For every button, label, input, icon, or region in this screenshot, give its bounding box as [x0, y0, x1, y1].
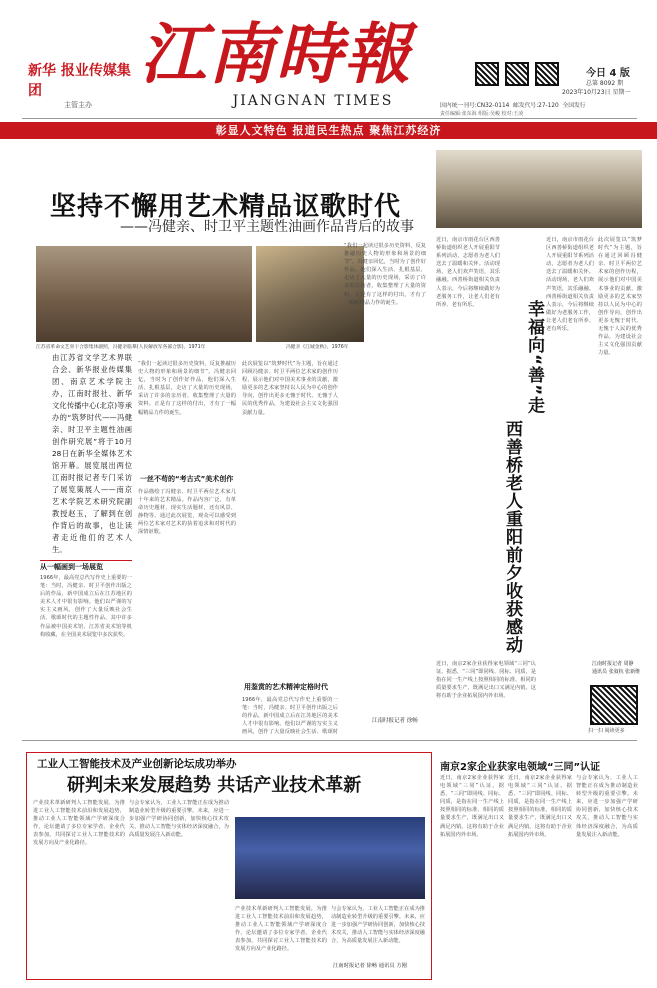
side-body-col3: 此次展览以“筑梦时代”为主题，旨在通过回顾冯健亲、时卫平两位艺术家的创作历程，展示他们对中国美术事业的贡献，激励更多的艺术家坚持以人民为中心的创作导向，创作出更多无愧于时代、无愧于人民的优秀作品，为建设社会主义文化强国贡献力量。 [598, 237, 642, 357]
side-title-line2: 西善桥老人重阳前夕收获感动 [502, 420, 522, 654]
lead-body-col2b: 作品描绘了冯健亲、时卫平两位艺术家几十年来的艺术精品。作品内容广泛，有革命历史题材、现实生活题材，还有风景、静物等。通过此次展览，观众可以感受到两位艺术家对艺术的执着追求和对时代的深情讴歌。 [138, 489, 236, 536]
masthead-divider [22, 118, 637, 119]
qr-code-2 [505, 62, 529, 86]
right-bottom-body-col3: 与会专家认为，工业人工智能正在成为推动制造业转型升级的重要引擎。未来，应进一步加强产学研协同创新，加快核心技术攻关，推动人工智能与实体经济深度融合，为高质量发展注入新动能。 [576, 775, 638, 838]
lead-photo-group [36, 246, 252, 342]
qr-code-1 [475, 62, 499, 86]
lead-body-col3: 此次展览以“筑梦时代”为主题，旨在通过回顾冯健亲、时卫平两位艺术家的创作历程，展示他们对中国美术事业的贡献，激励更多的艺术家坚持以人民为中心的创作导向，创作出更多无愧于时代、无愧于人民的优秀作品，为建设社会主义文化强国贡献力量。 [242, 361, 338, 416]
section-divider [22, 740, 637, 741]
side-body-col1: 近日，南京市雨花台区西善桥街道组织老人开展重阳节系列活动，志愿者为老人们送去了温暖和关怀。活动现场，老人们欢声笑语，其乐融融。西善桥街道相关负责人表示，今后将继续做好为老服务工作，让老人们老有所养、老有所乐。 [436, 237, 500, 308]
subhead-from-painting: 从一幅画到一场展览 [40, 560, 132, 572]
scan-qr-label: 扫一扫 阅读更多 [588, 728, 625, 734]
cn-code: 国内统一刊号:CN32-0114 [440, 103, 510, 109]
pages-label: 今日 4 版 [586, 68, 630, 79]
group-logo-text: 新华 报业传媒集团 [28, 63, 131, 99]
lead-body-col4: “我们一起读过很多历史资料，反复推敲历史人物的形象和场景的细节”。冯健亲回忆，当时为了创作好作品，他们深入生活、扎根基层，走访了大量的历史现场，采访了许多的亲历者，收集整理了大量的资料。正是有了这样的付出，才有了一幅幅精品力作的诞生。 [344, 243, 426, 306]
lead-photo-caption-right: 冯健亲《江城金秋》，1976年 [286, 345, 349, 350]
publication-codes [440, 100, 650, 109]
bottom-body-col2: 与会专家认为，工业人工智能正在成为推动制造业转型升级的重要引擎。未来，应进一步加强产学研协同创新，加快核心技术攻关，推动人工智能与实体经济深度融合，为高质量发展注入新动能。 [129, 800, 229, 839]
distribution: 全国发行 [562, 103, 586, 109]
side-body-col2: 近日，南京市雨花台区西善桥街道组织老人开展重阳节系列活动，志愿者为老人们送去了温暖和关怀。活动现场，老人们欢声笑语，其乐融融。西善桥街道相关负责人表示，今后将继续做好为老服务工作，让老人们老有所养、老有所乐。 [546, 237, 594, 333]
bottom-byline: 江南时报记者 徐畅 通讯员 方刚 [333, 963, 407, 969]
slogan-text: 彰显人文特色 报道民生热点 聚焦江苏经济 [215, 124, 442, 137]
bottom-photo [235, 817, 425, 899]
side-photo [436, 150, 642, 228]
issue-date: 2023年10月23日 星期一 [562, 89, 631, 96]
side-body-col4: 近日，南京2家企业获得家电领域“三同”认证。据悉，“三同”即同线、同标、同质，是指在同一生产线上按照相同的标准、相同的质量要求生产，既满足出口又满足内销。这将有助于企业拓展国内外市场。 [436, 661, 536, 700]
right-bottom-body-col1: 近日，南京2家企业获得家电领域“三同”认证。据悉，“三同”即同线、同标、同质，是指在同一生产线上按照相同的标准、相同的质量要求生产，既满足出口又满足内销。这将有助于企业拓展国内外市场。 [440, 775, 504, 838]
subhead-archaeology: 一丝不苟的“考古式”美术创作 [140, 475, 234, 483]
lead-lede: 由江苏省文学艺术界联合会、新华报业传媒集团、南京艺术学院主办，江南时报社、新华文化传播中心(北京)等承办的“筑梦时代——冯健亲、时卫平主题性油画创作研究展”将于10月28日在新华全媒体艺术馆开幕。展览展出两位 [52, 353, 132, 470]
side-byline: 江南时报记者 周静 [592, 661, 634, 667]
side-title-line1: 幸福向“善”走 [524, 300, 544, 415]
right-bottom-body-col2: 近日，南京2家企业获得家电领域“三同”认证。据悉，“三同”即同线、同标、同质，是指在同一生产线上按照相同的标准、相同的质量要求生产，既满足出口又满足内销。这将有助于企业拓展国内外市场。 [508, 775, 572, 838]
bottom-headline: 研判未来发展趋势 共话产业技术革新 [67, 775, 362, 796]
issue-number: 总第 8092 期 [586, 80, 624, 87]
lead-subheadline: ——冯健亲、时卫平主题性油画作品背后的故事 [120, 219, 414, 235]
lead-lede-2: 江南时报记者专门采访了展览策展人——南京艺术学院艺术研究院副教授赵玉，了解到在创作背后的故事，也让读者走近他们的艺术人生。 [52, 473, 132, 554]
lead-body-col1: 1966年，最高党总代写作史上重要的一笔：当时，冯健亲、时卫平创作出版之后的作品，新中国成立后在江苏地区的美术人才中很有影响。他们以严谨的写实主义画风，创作了大量反映社会生活、歌颂时代的主题性作品，其中许多作品被中国美术馆、江苏省美术馆等机构收藏，在全国美术展览中多次获奖。 [40, 575, 132, 638]
qr-code-3 [535, 62, 559, 86]
lead-body-col3b: 1966年，最高党总代写作史上重要的一笔：当时，冯健亲、时卫平创作出版之后的作品，新中国成立后在江苏地区的美术人才中很有影响。他们以严谨的写实主义画风，创作了大量反映社会生活、歌颂时 [242, 697, 338, 736]
right-bottom-headline: 南京2家企业获家电领域“三同”认证 [440, 762, 601, 773]
side-editor: 通讯员 张叙杭 张新维 [592, 669, 641, 675]
group-sub: 主管主办 [64, 101, 92, 109]
bottom-kicker: 工业人工智能技术及产业创新论坛成功举办 [37, 758, 237, 770]
lead-byline: 江南时报记者 徐畅 [372, 718, 418, 724]
editors-line: 责任编辑:张东海 组版:吴峻 校对:王凌 [440, 111, 524, 117]
bottom-story-box [26, 752, 432, 980]
group-logo [28, 60, 138, 110]
lead-photo-caption-left: 江苏省革命文艺骨干合影集体剧照，冯健亲临摹(人民解放军各部合影)，1971年 [36, 345, 206, 350]
bottom-body-col3: 产业技术革新研判人工智能发展，为推进工业人工智能技术前沿和发展趋势，推动工业人工智能领域产学研深度合作，论坛邀请了多位专家学者、企业代表参加，共同探讨工业人工智能技术的发展方向及产业化路径。 [235, 906, 327, 953]
scan-qr-code [590, 685, 638, 725]
subhead-appreciation: 用鉴赏的艺术精神定格时代 [244, 683, 328, 691]
lead-headline: 坚持不懈用艺术精品讴歌时代 [50, 192, 402, 222]
masthead-pinyin: JIANGNAN TIMES [232, 93, 394, 109]
slogan-bar [0, 122, 657, 139]
lead-body-col2: “我们一起读过很多历史资料，反复推敲历史人物的形象和场景的细节”。冯健亲回忆，当时为了创作好作品，他们深入生活、扎根基层，走访了大量的历史现场，采访了许多的亲历者，收集整理了大量的资料。正是有了这样的付出，才有了一幅幅精品力作的诞生。 [138, 361, 236, 416]
masthead-title: 江南時報 [140, 15, 412, 93]
post-code: 邮发代号:27-120 [513, 103, 559, 109]
bottom-body-col1: 产业技术革新研判人工智能发展，为推进工业人工智能技术前沿和发展趋势，推动工业人工智能领域产学研深度合作，论坛邀请了多位专家学者、企业代表参加，共同探讨工业人工智能技术的发展方向及产业化路径。 [33, 800, 125, 847]
bottom-body-col4: 与会专家认为，工业人工智能正在成为推动制造业转型升级的重要引擎。未来，应进一步加强产学研协同创新，加快核心技术攻关，推动人工智能与实体经济深度融合，为高质量发展注入新动能。 [331, 906, 425, 945]
